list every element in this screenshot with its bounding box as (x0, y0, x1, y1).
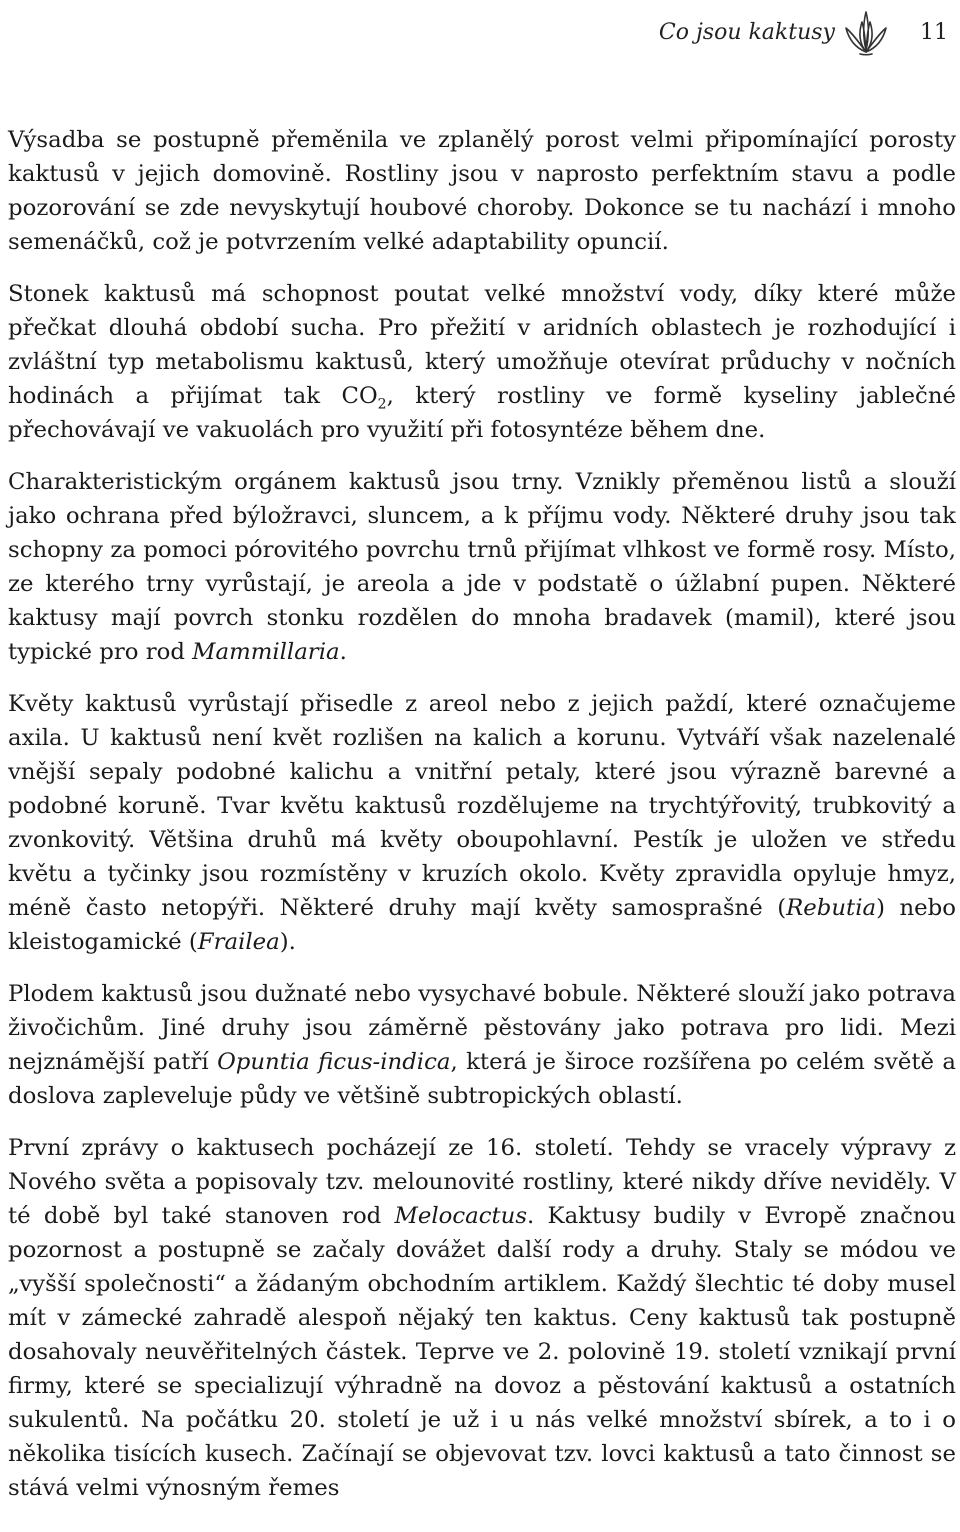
text-span: Stonek kaktusů má schopnost poutat velké množství vody, díky které může přečkat dlouhá období sucha. Pro přežití v aridních oblastech je rozhodující i zvláštní typ metabolismu kaktusů, který umožňuje otevírat průduchy v nočních hodinách a přijímat tak CO (8, 281, 956, 409)
text-span: Květy kaktusů vyrůstají přisedle z areol nebo z jejich paždí, které označujeme axila. U kaktusů není květ rozlišen na kalich a korunu. Vytváří však nazelenalé vnější sepaly podobné kalichu a vnitřní petaly, které jsou výrazně barevné a podobné koruně. Tvar květu kaktusů rozdělujeme na trychtýřovitý, trubkovitý a zvonkovitý. Většina druhů má květy oboupohlavní. Pestík je uložen ve středu květu a tyčinky jsou rozmístěny v kruzích okolo. Květy zpravidla opyluje hmyz, méně často netopýři. Některé druhy mají květy samosprašné ( (8, 691, 956, 921)
italic-term: Frailea (197, 929, 280, 955)
italic-term: Mammillaria (192, 639, 340, 665)
text-span: ) nebo kleistogamické ( (8, 895, 956, 955)
subscript: 2 (377, 396, 387, 413)
italic-term: Opuntia ficus-indica (217, 1049, 451, 1075)
text-span: Charakteristickým orgánem kaktusů jsou trny. Vznikly přeměnou listů a slouží jako ochrana před býložravci, sluncem, a k příjmu vody. Některé druhy jsou tak schopny za pomoci pórovitého povrchu trnů přijímat vlhkost ve formě rosy. Místo, ze kterého trny vyrůstají, je areola a jde v podstatě o úžlabní pupen. Některé kaktusy mají povrch stonku rozdělen do mnoha bradavek (mamil), které jsou typické pro rod (8, 469, 956, 665)
text-span: Výsadba se postupně přeměnila ve zplanělý porost velmi připomínající porosty kaktusů v jejich domovině. Rostliny jsou v naprosto perfektním stavu a podle pozorování se zde nevyskytují houbové choroby. Dokonce se tu nachází i mnoho semenáčků, což je potvrzením velké adaptability opuncií. (8, 127, 956, 255)
italic-term: Melocactus (394, 1203, 528, 1229)
paragraph-3 (8, 465, 956, 669)
paragraph-2 (8, 277, 956, 447)
text-span: První zprávy o kaktusech pocházejí ze 16. století. Tehdy se vracely výpravy z Nového světa a popisovaly tzv. melounovité rostliny, které nikdy dříve neviděly. V té době byl také stanoven rod (8, 1135, 956, 1229)
page-header (0, 8, 960, 56)
running-title: Co jsou kaktusy (658, 20, 835, 45)
paragraph-6 (8, 1131, 956, 1505)
text-span: Plodem kaktusů jsou dužnaté nebo vysychavé bobule. Některé slouží jako potrava živočichům. Jiné druhy jsou záměrně pěstovány jako potrava pro lidi. Mezi nejznámější patří (8, 981, 956, 1075)
cactus-flower-icon (840, 6, 892, 58)
text-span: . (339, 639, 347, 665)
text-span: , který rostliny ve formě kyseliny jablečné přechovávají ve vakuolách pro využití při fotosyntéze během dne. (8, 383, 956, 443)
paragraph-5 (8, 977, 956, 1113)
paragraph-4 (8, 687, 956, 959)
text-span: . Kaktusy budily v Evropě značnou pozornost a postupně se začaly dovážet další rody a druhy. Staly se módou ve „vyšší společnosti“ a žádaným obchodním artiklem. Každý šlechtic té doby musel mít v zámecké zahradě alespoň nějaký ten kaktus. Ceny kaktusů tak postupně dosahovaly neuvěřitelných částek. Teprve ve 2. polovině 19. století vznikají první firmy, které se specializují výhradně na dovoz a pěstování kaktusů a ostatních sukulentů. Na počátku 20. století je už i u nás velké množství sbírek, a to i o několika tisících kusech. Začínají se objevovat tzv. lovci kaktusů a tato činnost se stává velmi výnosným řemes (8, 1203, 956, 1501)
paragraph-1 (8, 123, 956, 259)
italic-term: Rebutia (786, 895, 877, 921)
text-span: ). (279, 929, 296, 955)
body-text (8, 123, 956, 1523)
text-span: , která je široce rozšířena po celém světě a doslova zapleveluje půdy ve většině subtropických oblastí. (8, 1049, 956, 1109)
page-number: 11 (920, 20, 948, 45)
